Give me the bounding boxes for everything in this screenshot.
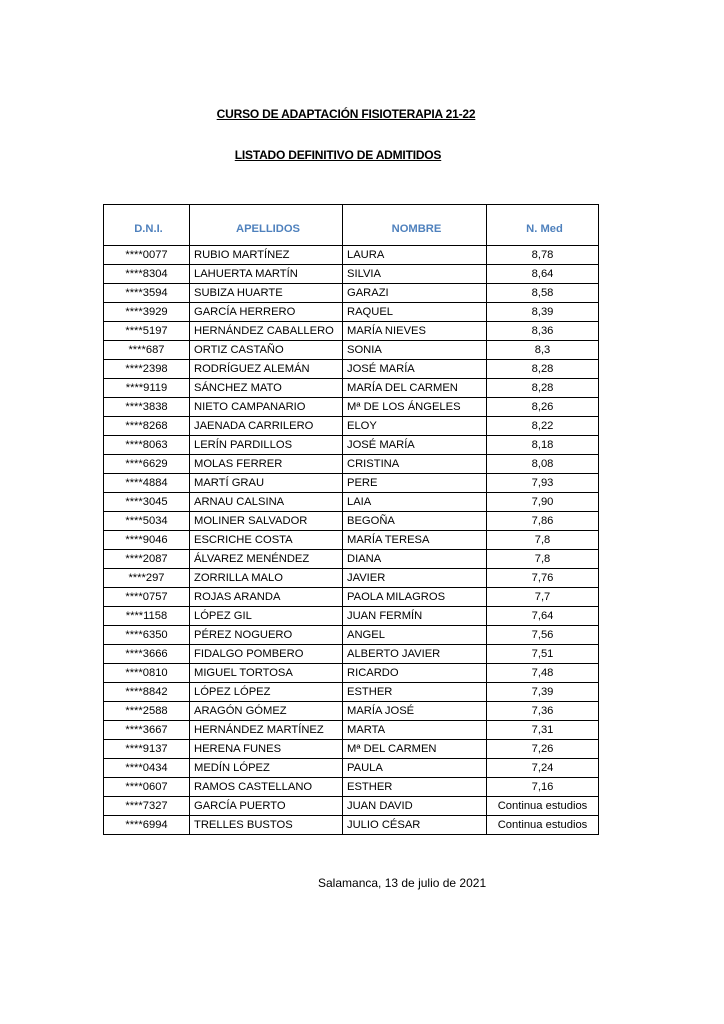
apellidos-cell: PÉREZ NOGUERO <box>190 626 343 645</box>
nota-media-cell: 8,3 <box>487 341 599 360</box>
table-row <box>104 778 599 797</box>
dni-cell: ****6629 <box>104 455 190 474</box>
nombre-cell: DIANA <box>343 550 487 569</box>
apellidos-cell: LÓPEZ GIL <box>190 607 343 626</box>
place-date: Salamanca, 13 de julio de 2021 <box>318 876 487 890</box>
dni-cell: ****3929 <box>104 303 190 322</box>
nombre-cell: ESTHER <box>343 778 487 797</box>
apellidos-cell: MIGUEL TORTOSA <box>190 664 343 683</box>
table-row <box>104 303 599 322</box>
table-row <box>104 664 599 683</box>
apellidos-cell: HERNÁNDEZ CABALLERO <box>190 322 343 341</box>
nota-media-cell: 7,8 <box>487 550 599 569</box>
admitted-list-table <box>103 204 599 835</box>
dni-cell: ****687 <box>104 341 190 360</box>
table-row <box>104 531 599 550</box>
dni-cell: ****8842 <box>104 683 190 702</box>
table-row <box>104 721 599 740</box>
nota-media-cell: 7,24 <box>487 759 599 778</box>
nombre-cell: MARTA <box>343 721 487 740</box>
nota-media-cell: 7,16 <box>487 778 599 797</box>
apellidos-cell: ORTIZ CASTAÑO <box>190 341 343 360</box>
column-header-nota-media: N. Med <box>487 205 599 246</box>
dni-cell: ****8304 <box>104 265 190 284</box>
nombre-cell: PAOLA MILAGROS <box>343 588 487 607</box>
nota-media-cell: 7,76 <box>487 569 599 588</box>
dni-cell: ****3594 <box>104 284 190 303</box>
nota-media-cell: 7,48 <box>487 664 599 683</box>
table-row <box>104 417 599 436</box>
dni-cell: ****9046 <box>104 531 190 550</box>
dni-cell: ****7327 <box>104 797 190 816</box>
apellidos-cell: TRELLES BUSTOS <box>190 816 343 835</box>
nombre-cell: ESTHER <box>343 683 487 702</box>
table-row <box>104 607 599 626</box>
nota-media-cell: 8,39 <box>487 303 599 322</box>
table-row <box>104 797 599 816</box>
apellidos-cell: MOLAS FERRER <box>190 455 343 474</box>
nota-media-cell: 7,31 <box>487 721 599 740</box>
column-header-apellidos: APELLIDOS <box>190 205 343 246</box>
nota-media-cell: 7,90 <box>487 493 599 512</box>
nota-media-cell: 7,39 <box>487 683 599 702</box>
apellidos-cell: ARNAU CALSINA <box>190 493 343 512</box>
apellidos-cell: MOLINER SALVADOR <box>190 512 343 531</box>
table-header-row <box>104 205 599 246</box>
dni-cell: ****2398 <box>104 360 190 379</box>
nota-media-cell: 8,64 <box>487 265 599 284</box>
dni-cell: ****2588 <box>104 702 190 721</box>
nombre-cell: CRISTINA <box>343 455 487 474</box>
table-row <box>104 588 599 607</box>
dni-cell: ****8063 <box>104 436 190 455</box>
table-row <box>104 512 599 531</box>
dni-cell: ****9119 <box>104 379 190 398</box>
dni-cell: ****3838 <box>104 398 190 417</box>
nombre-cell: JOSÉ MARÍA <box>343 360 487 379</box>
nombre-cell: LAURA <box>343 246 487 265</box>
apellidos-cell: MARTÍ GRAU <box>190 474 343 493</box>
apellidos-cell: LAHUERTA MARTÍN <box>190 265 343 284</box>
dni-cell: ****297 <box>104 569 190 588</box>
dni-cell: ****5197 <box>104 322 190 341</box>
table-row <box>104 436 599 455</box>
table-row <box>104 626 599 645</box>
column-header-nombre: NOMBRE <box>343 205 487 246</box>
nombre-cell: JUAN FERMÍN <box>343 607 487 626</box>
table-row <box>104 455 599 474</box>
dni-cell: ****9137 <box>104 740 190 759</box>
nota-media-cell: 7,7 <box>487 588 599 607</box>
nota-media-cell: 8,58 <box>487 284 599 303</box>
apellidos-cell: ZORRILLA MALO <box>190 569 343 588</box>
apellidos-cell: ÁLVAREZ MENÉNDEZ <box>190 550 343 569</box>
dni-cell: ****3666 <box>104 645 190 664</box>
apellidos-cell: JAENADA CARRILERO <box>190 417 343 436</box>
nota-media-cell: 8,26 <box>487 398 599 417</box>
nombre-cell: GARAZI <box>343 284 487 303</box>
dni-cell: ****0077 <box>104 246 190 265</box>
table-row <box>104 360 599 379</box>
table-row <box>104 265 599 284</box>
dni-cell: ****0757 <box>104 588 190 607</box>
column-header-dni: D.N.I. <box>104 205 190 246</box>
document-subtitle: LISTADO DEFINITIVO DE ADMITIDOS <box>234 148 442 162</box>
nota-media-cell: 7,93 <box>487 474 599 493</box>
table-row <box>104 702 599 721</box>
apellidos-cell: ESCRICHE COSTA <box>190 531 343 550</box>
table-row <box>104 645 599 664</box>
nombre-cell: JULIO CÉSAR <box>343 816 487 835</box>
dni-cell: ****4884 <box>104 474 190 493</box>
apellidos-cell: ARAGÓN GÓMEZ <box>190 702 343 721</box>
nota-media-cell: Continua estudios <box>487 816 599 835</box>
nombre-cell: MARÍA NIEVES <box>343 322 487 341</box>
nombre-cell: Mª DEL CARMEN <box>343 740 487 759</box>
nota-media-cell: 7,8 <box>487 531 599 550</box>
table-row <box>104 474 599 493</box>
dni-cell: ****3045 <box>104 493 190 512</box>
nombre-cell: ELOY <box>343 417 487 436</box>
nombre-cell: PAULA <box>343 759 487 778</box>
dni-cell: ****6350 <box>104 626 190 645</box>
dni-cell: ****6994 <box>104 816 190 835</box>
apellidos-cell: RODRÍGUEZ ALEMÁN <box>190 360 343 379</box>
table-row <box>104 284 599 303</box>
apellidos-cell: LÓPEZ LÓPEZ <box>190 683 343 702</box>
nombre-cell: ALBERTO JAVIER <box>343 645 487 664</box>
nota-media-cell: 7,56 <box>487 626 599 645</box>
table-body <box>104 246 599 835</box>
nombre-cell: MARÍA TERESA <box>343 531 487 550</box>
nombre-cell: RAQUEL <box>343 303 487 322</box>
table-row <box>104 740 599 759</box>
table-row <box>104 683 599 702</box>
nota-media-cell: 7,26 <box>487 740 599 759</box>
apellidos-cell: SUBIZA HUARTE <box>190 284 343 303</box>
table-row <box>104 379 599 398</box>
dni-cell: ****1158 <box>104 607 190 626</box>
nota-media-cell: 7,36 <box>487 702 599 721</box>
apellidos-cell: LERÍN PARDILLOS <box>190 436 343 455</box>
nota-media-cell: 8,22 <box>487 417 599 436</box>
nota-media-cell: 8,28 <box>487 379 599 398</box>
apellidos-cell: SÁNCHEZ MATO <box>190 379 343 398</box>
nota-media-cell: 8,36 <box>487 322 599 341</box>
apellidos-cell: FIDALGO POMBERO <box>190 645 343 664</box>
apellidos-cell: GARCÍA HERRERO <box>190 303 343 322</box>
apellidos-cell: MEDÍN LÓPEZ <box>190 759 343 778</box>
table-row <box>104 341 599 360</box>
table-row <box>104 246 599 265</box>
nombre-cell: RICARDO <box>343 664 487 683</box>
apellidos-cell: HERENA FUNES <box>190 740 343 759</box>
dni-cell: ****0810 <box>104 664 190 683</box>
nombre-cell: MARÍA JOSÉ <box>343 702 487 721</box>
nombre-cell: PERE <box>343 474 487 493</box>
nombre-cell: JOSÉ MARÍA <box>343 436 487 455</box>
apellidos-cell: GARCÍA PUERTO <box>190 797 343 816</box>
table-row <box>104 759 599 778</box>
apellidos-cell: RAMOS CASTELLANO <box>190 778 343 797</box>
nota-media-cell: 8,08 <box>487 455 599 474</box>
nombre-cell: SILVIA <box>343 265 487 284</box>
nombre-cell: JAVIER <box>343 569 487 588</box>
nombre-cell: JUAN DAVID <box>343 797 487 816</box>
table-row <box>104 398 599 417</box>
nombre-cell: BEGOÑA <box>343 512 487 531</box>
document-title: CURSO DE ADAPTACIÓN FISIOTERAPIA 21-22 <box>216 107 476 121</box>
nombre-cell: Mª DE LOS ÁNGELES <box>343 398 487 417</box>
nota-media-cell: Continua estudios <box>487 797 599 816</box>
dni-cell: ****3667 <box>104 721 190 740</box>
nombre-cell: MARÍA DEL CARMEN <box>343 379 487 398</box>
dni-cell: ****8268 <box>104 417 190 436</box>
apellidos-cell: HERNÁNDEZ MARTÍNEZ <box>190 721 343 740</box>
dni-cell: ****0607 <box>104 778 190 797</box>
apellidos-cell: ROJAS ARANDA <box>190 588 343 607</box>
nota-media-cell: 8,28 <box>487 360 599 379</box>
table-row <box>104 493 599 512</box>
nota-media-cell: 7,86 <box>487 512 599 531</box>
nota-media-cell: 8,18 <box>487 436 599 455</box>
table-row <box>104 322 599 341</box>
table-row <box>104 569 599 588</box>
apellidos-cell: RUBIO MARTÍNEZ <box>190 246 343 265</box>
dni-cell: ****5034 <box>104 512 190 531</box>
nota-media-cell: 7,64 <box>487 607 599 626</box>
nota-media-cell: 8,78 <box>487 246 599 265</box>
nombre-cell: LAIA <box>343 493 487 512</box>
table-row <box>104 816 599 835</box>
dni-cell: ****2087 <box>104 550 190 569</box>
table-row <box>104 550 599 569</box>
apellidos-cell: NIETO CAMPANARIO <box>190 398 343 417</box>
nombre-cell: ANGEL <box>343 626 487 645</box>
nota-media-cell: 7,51 <box>487 645 599 664</box>
dni-cell: ****0434 <box>104 759 190 778</box>
nombre-cell: SONIA <box>343 341 487 360</box>
